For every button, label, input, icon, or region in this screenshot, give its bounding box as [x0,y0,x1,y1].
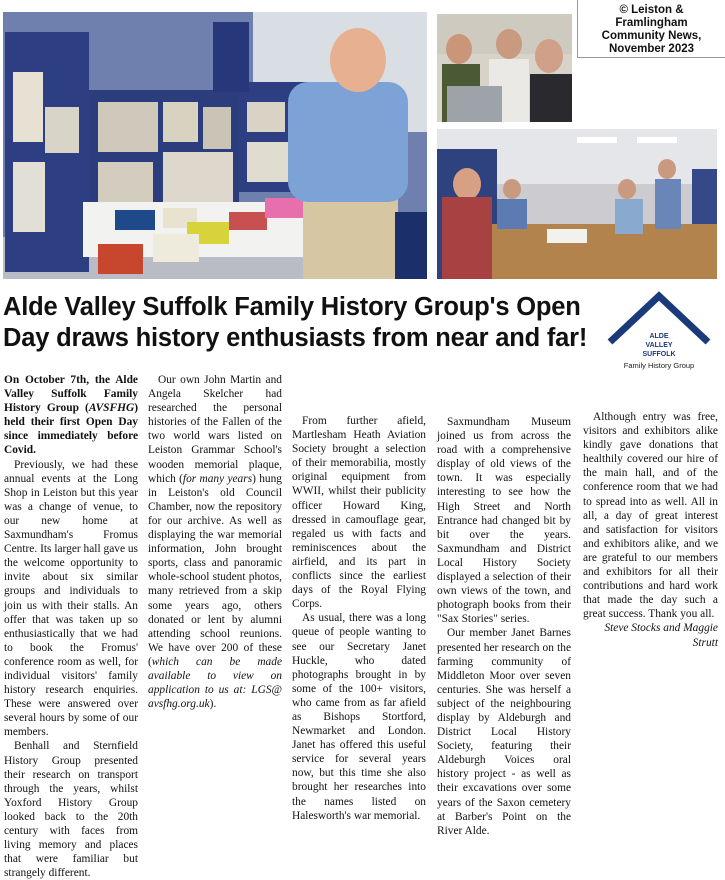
john-martin-text-a: Our own John Martin and Angela Skelcher had researched the personal histories of the Fallen of the two world wars listed on Leiston Grammar School's wooden memorial plaque, which ( [148,374,282,485]
logo-subtitle: Family History Group [623,361,695,370]
paragraph-donations: Although entry was free, visitors and exhibitors alike kindly gave donations that healthily covered our hire of the main hall, and of the conference room that we had to spread into as well. All in all, a day of great interest and satisfaction for visitors and exhibitors alike, and we are grateful to our members and exhibitors for all their contributions and hard work that made the day such a great success. Thank you all. [583,411,718,621]
paragraph-benhall: Benhall and Sternfield History Group presented their research on transport through the years, whilst Yoxford History Group looked back to the 20th century with faces from living memory and places that were familiar but strangely different. [4,740,138,880]
logo-word-suffolk: SUFFOLK [642,351,676,358]
copyright-line-2: Framlingham [615,17,688,29]
copyright-line-1: © Leiston & [619,4,684,16]
article-column-3 [292,414,426,823]
article-column-4 [437,415,571,838]
logo-word-valley: VALLEY [645,342,673,349]
headline-line-1: Alde Valley Suffolk Family History Group's Open [3,293,581,321]
photo-visitors-laptop [437,14,572,122]
article-signature: Steve Stocks and Maggie Strutt [604,622,718,649]
copyright-line-4: November 2023 [608,43,695,55]
copyright-notice [577,0,725,58]
photo-conference-room [437,129,717,279]
intro-abbreviation: AVSFHG [88,402,135,415]
article-column-1 [4,373,138,880]
conference-photo-illustration [437,129,717,279]
paragraph-janet-barnes: Our member Janet Barnes presented her research on the farming community of Middleton Moor over seven centuries. She was herself a subject of the neighbouring display by Aldeburgh and District Local History Society, featuring their Aldeburgh Voices oral history project - as well as their excavations over some years of the Saxon cemetery at Barber's Point on the River Alde. [437,627,571,837]
copyright-line-3: Community News, [601,30,702,42]
exhibition-photo-illustration [3,12,427,279]
paragraph-saxmundham-museum: Saxmundham Museum joined us from across the road with a comprehensive display of old views of the town. It was especially interesting to see how the High Street and North Entrance had changed bit by bit over the years. Saxmundham and District Local History Society displayed a selection of their own views of the town, and photograph books from their "Sax Stories" series. [437,416,571,626]
article-column-5 [583,410,718,650]
headline-line-2: Day draws history enthusiasts from near and far! [3,324,588,352]
john-martin-email-note: which can be made available to view on application to us at: LGS@ avsfhg.org.uk [148,655,282,711]
intro-bold-end: ) held their first Open Day since immediately before Covid. [4,402,138,457]
john-martin-italic: for many years [182,472,253,485]
paragraph-janet-huckle: As usual, there was a long queue of people wanting to see our Secretary Janet Huckle, who dated photographs brought in by some of the 100+ visitors, who came from as far afield as Bishops Stortford, Newmarket and London. Janet has offered this useful service for several years now, but this time she also brought her researches into the names listed on Halesworth's war memorial. [292,612,426,822]
paragraph-previously: Previously, we had these annual events at the Long Shop in Leiston but this year was a change of venue, to our new home at Saxmundham's Fromus Centre. Its larger hall gave us the welcome opportunity to invite about six similar groups and individuals to join us with their stalls. An offer that was taken up so enthusiastically that we had to book the Fromus' conference room as well, for individual visitors' family history research enquiries. These were answered over several hours by some of our members. [4,458,138,739]
visitors-photo-illustration [437,14,572,122]
article-column-2-text [148,373,282,711]
john-martin-text-c: ). [209,698,217,711]
paragraph-john-martin [148,373,282,711]
logo-word-alde: ALDE [649,333,669,340]
article-headline [3,292,598,354]
group-logo [600,290,718,382]
john-martin-text-b: ) hung in Leiston's old Council Chamber, now the repository for our archive. As well as displaying the war memorial information, John brought sports, class and panoramic whole-school student photos, many retrieved from a skip some years ago, others donated or lent by alumni attending school reunions. We have over 200 of these ( [148,472,282,668]
photo-exhibition-stand [3,12,427,279]
intro-bold: On October 7th, the Alde Valley Suffolk Family History Group ( [4,374,138,415]
paragraph-martlesham: From further afield, Martlesham Heath Aviation Society brought a selection of their memorabilia, mostly original equipment from WWII, whilst their publicity officer Howard King, dressed in camouflage gear, regaled us with facts and reminiscences about the airfield, and its part in conflicts since the earliest days of the Royal Flying Corps. [292,415,426,611]
